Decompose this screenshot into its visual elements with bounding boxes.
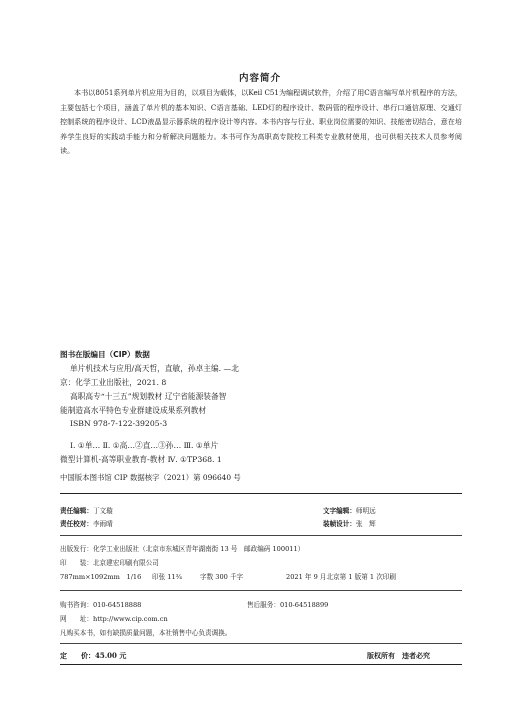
intro-paragraph: 本书以8051系列单片机应用为目的，以项目为载体，以Keil C51为编程调试软件，介绍了用C语言编写单片机程序的方法，主要包括七个项目，涵盖了单片机的基本知识、C语言基础、LED灯的程序设计、数码管的程序设计、串行口通信原理、交通灯控制系统的程序设计、LCD液晶显示器系统的程序设计等内容。本书内容与行业、职业岗位需要的知识、技能密切结合，意在培养学生良好的实践动手能力和分析解决问题能力。本书可作为高职高专院校工科类专业教材使用，也可供相关技术人员参考阅读。 [60, 88, 462, 155]
cip-number-line: 中国版本图书馆 CIP 数据核字（2021）第 096640 号 [60, 473, 241, 482]
text-editor-value: 师明远 [355, 507, 376, 515]
text-editor-label: 文字编辑： [323, 507, 356, 515]
cip-line: 能制造高水平特色专业群建设成果系列教材 [60, 406, 207, 415]
book-format: 787mm×1092mm 1/16 [60, 573, 142, 581]
editor-label: 责任编辑： [60, 507, 93, 515]
proofreader-value: 李雨晴 [92, 520, 113, 528]
design-label: 装帧设计： [323, 520, 356, 528]
print-sheets: 印张 11¾ [152, 573, 183, 581]
divider [60, 493, 462, 494]
editor-value: 丁文璇 [92, 507, 113, 515]
website-value: http://www.cip.com.cn [92, 615, 168, 623]
price-value: 45.00 元 [95, 651, 127, 660]
section-title: 内容简介 [238, 73, 281, 84]
proofreader-label: 责任校对： [60, 520, 93, 528]
replacement-notice: 凡购买本书，如有缺损质量问题，本社销售中心负责调换。 [60, 629, 232, 637]
edition-info: 2021 年 9 月北京第 1 版第 1 次印刷 [286, 573, 396, 581]
design-value: 张 辉 [355, 520, 376, 528]
website-label: 网 址： [60, 615, 93, 623]
price-label: 定 价： [60, 651, 95, 660]
printer-label: 印 装： [60, 559, 93, 567]
cip-line: 微型计算机-高等职业教育-教材 Ⅳ. ①TP368. 1 [60, 455, 222, 464]
rights-notice: 版权所有 违者必究 [367, 651, 430, 660]
divider [60, 664, 462, 665]
publisher-line: 出版发行：化学工业出版社（北京市东城区青年湖南街 13 号 邮政编码 100011） [60, 545, 305, 553]
divider [60, 643, 462, 644]
cip-line: 高职高专“十三五”规划教材 辽宁省能源装备智 [70, 392, 227, 401]
service-phone: 售后服务：010-64518899 [247, 601, 329, 609]
cip-line: 京：化学工业出版社，2021. 8 [60, 378, 167, 387]
word-count: 字数 300 千字 [200, 573, 244, 581]
cip-heading: 图书在版编目（CIP）数据 [60, 350, 150, 359]
cip-line: 单片机技术与应用/高天哲，直敏，孙卓主编. —北 [70, 364, 239, 373]
divider [60, 535, 462, 536]
divider [60, 590, 462, 591]
printer-value: 北京建宏印刷有限公司 [92, 559, 159, 567]
purchase-phone: 购书咨询：010-64518888 [60, 601, 142, 609]
isbn: ISBN 978-7-122-39205-3 [70, 419, 168, 428]
cip-line: Ⅰ. ①单… Ⅱ. ①高…②直…③孙… Ⅲ. ①单片 [70, 441, 219, 450]
